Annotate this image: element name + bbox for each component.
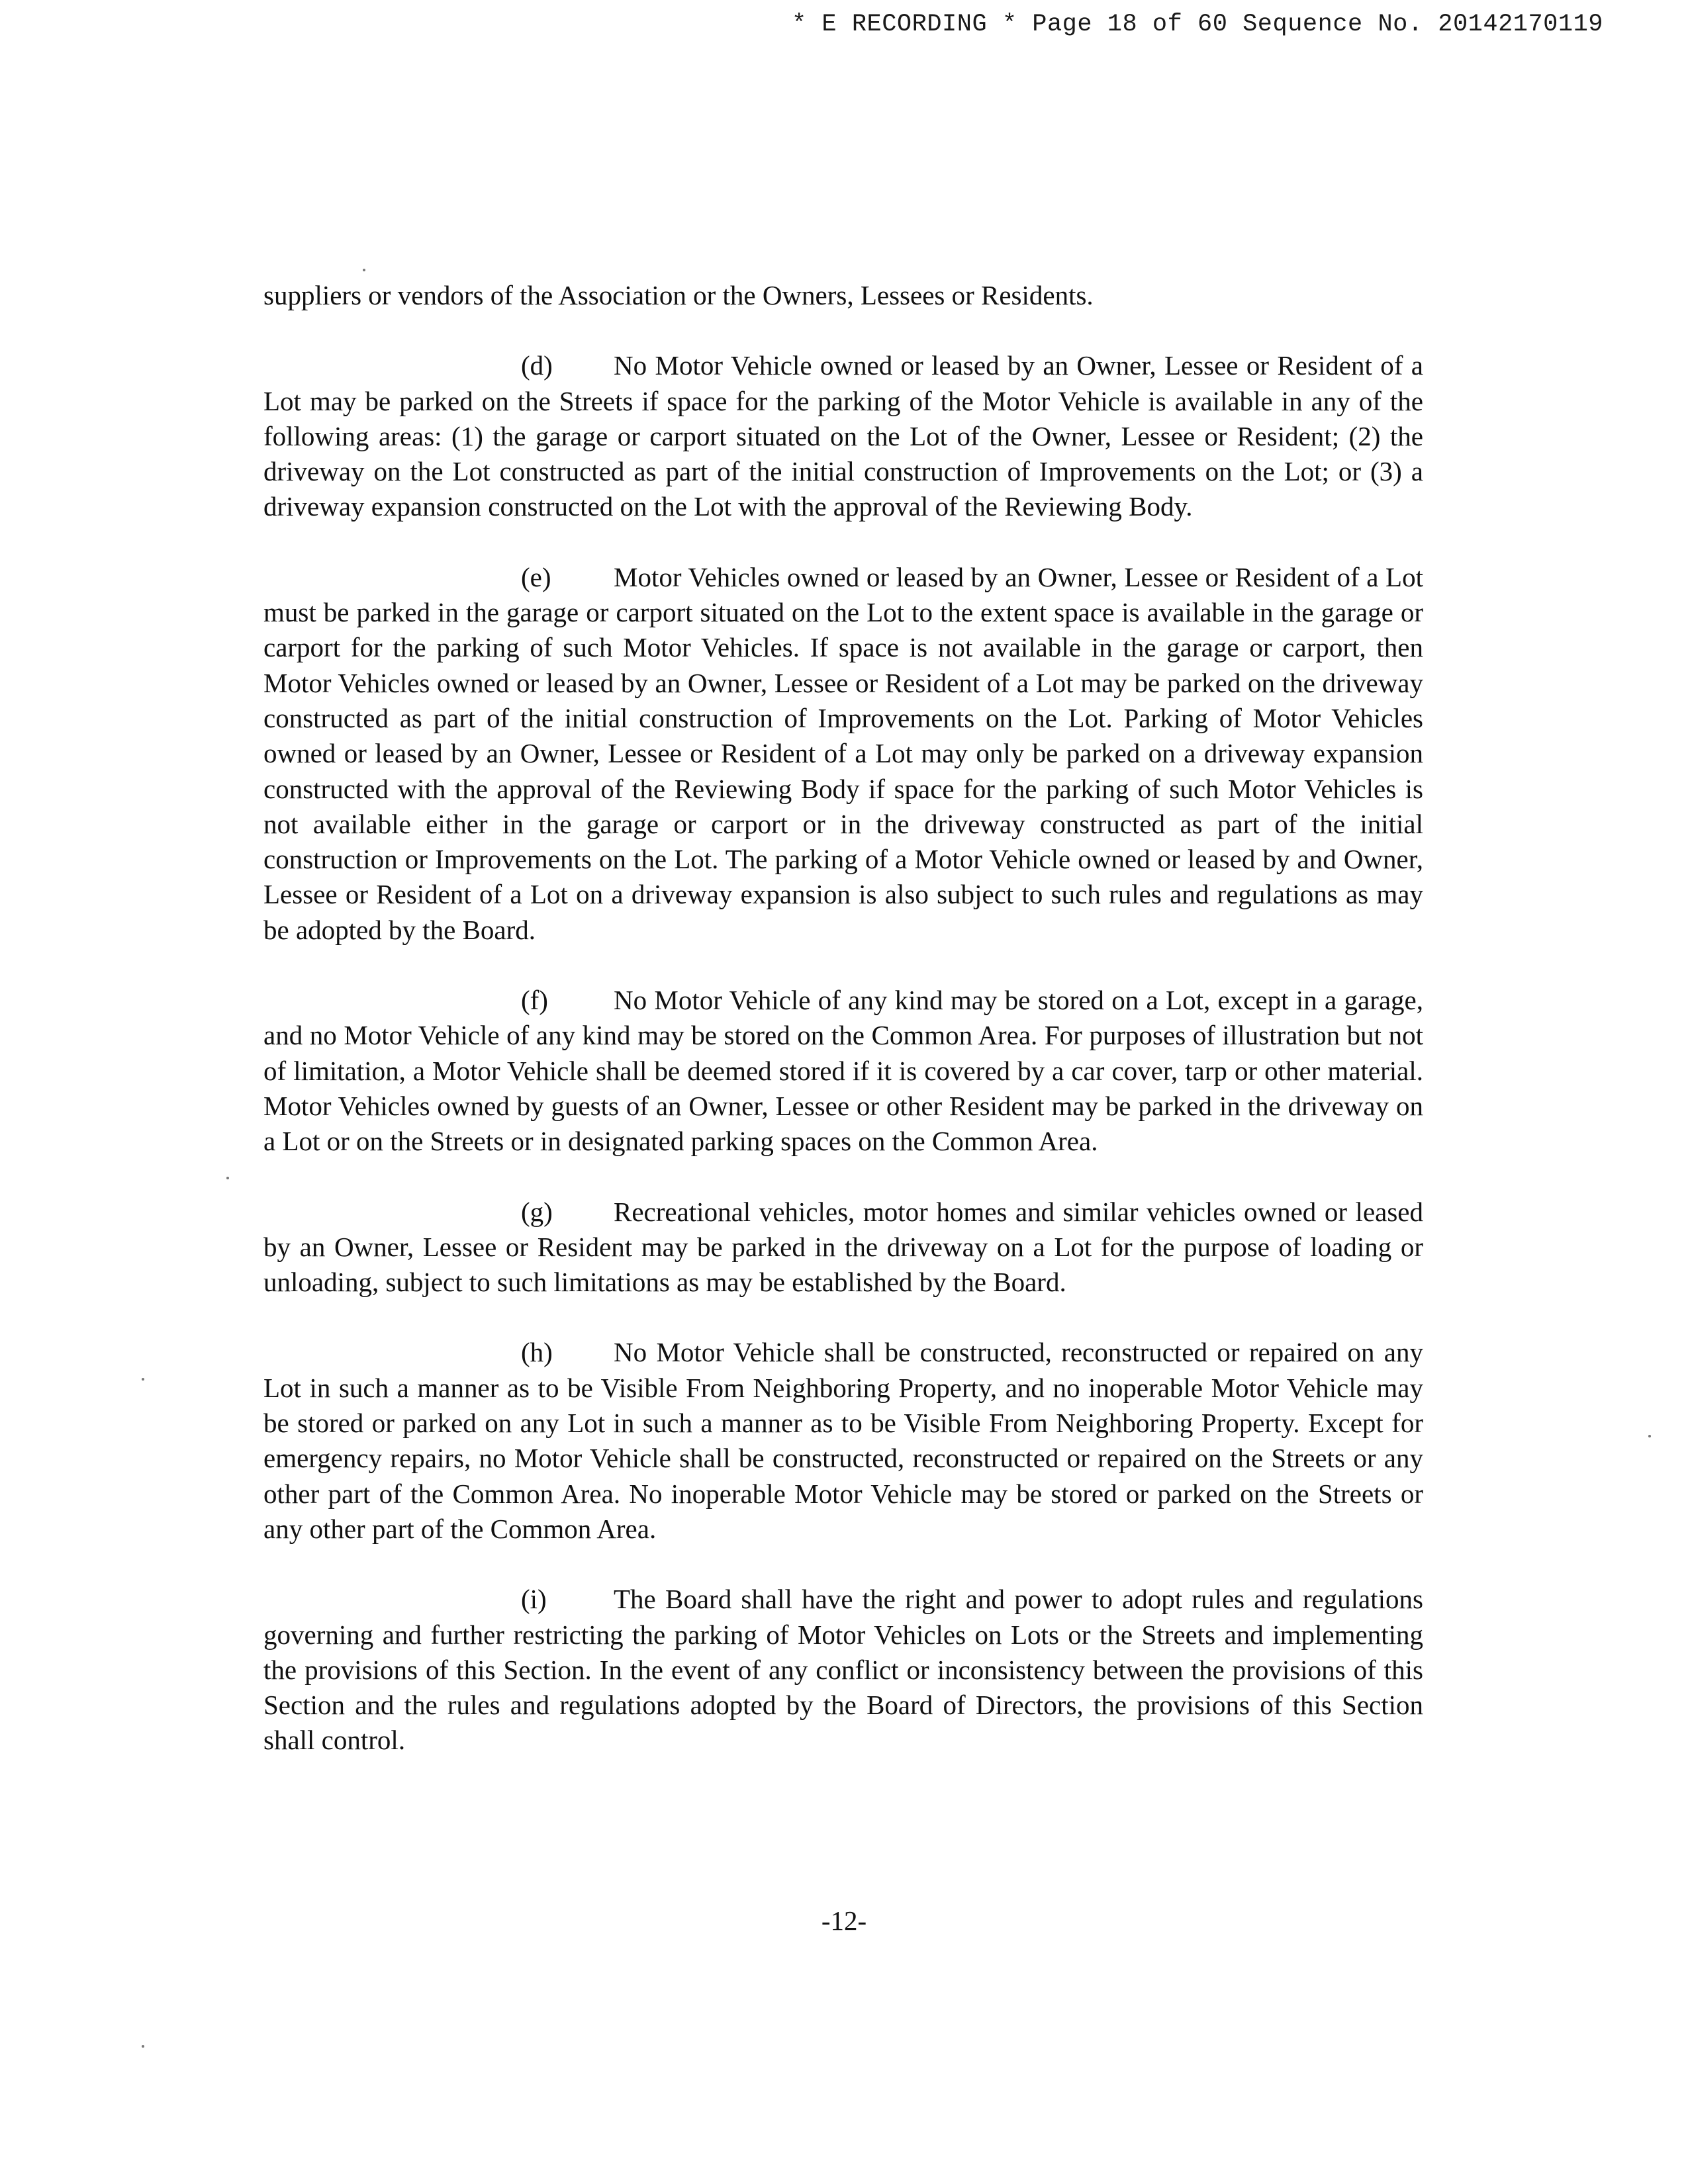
continuation-paragraph: suppliers or vendors of the Association or the Owners, Lessees or Residents.	[263, 280, 1094, 310]
page-number: -12-	[821, 1905, 867, 1936]
document-body	[263, 278, 1423, 1758]
paragraph-d	[263, 348, 1423, 524]
paragraph-text: No Motor Vehicle owned or leased by an Owner, Lessee or Resident of a Lot may be parked on the Streets if space for the parking of the Motor Vehicle is available in any of the following areas: (1) the garage or carport situated on the Lot of the Owner, Lessee or Resident; (2) the driveway on the Lot constructed as part of the initial construction of Improvements on the Lot; or (3) a driveway expansion constructed on the Lot with the approval of the Reviewing Body.	[263, 350, 1423, 522]
paragraph-marker: (g)	[521, 1196, 553, 1227]
scan-speck	[363, 269, 365, 271]
paragraph-marker: (f)	[521, 985, 548, 1016]
scan-speck	[226, 1177, 229, 1179]
paragraph-marker: (e)	[521, 561, 551, 592]
scan-speck	[142, 2045, 144, 2048]
paragraph-e	[263, 560, 1423, 948]
paragraph-text: The Board shall have the right and power to adopt rules and regulations governing and further restricting the parking of Motor Vehicles on Lots or the Streets and implementing the provisions of this Section. In the event of any conflict or inconsistency between the provisions of this Section and the rules and regulations adopted by the Board of Directors, the provisions of this Section shall control.	[263, 1584, 1423, 1756]
paragraph-text: No Motor Vehicle shall be constructed, reconstructed or repaired on any Lot in such a manner as to be Visible From Neighboring Property, and no inoperable Motor Vehicle may be stored or parked on any Lot in such a manner as to be Visible From Neighboring Property. Except for emergency repairs, no Motor Vehicle shall be constructed, reconstructed or repaired on the Streets or any other part of the Common Area. No inoperable Motor Vehicle may be stored or parked on the Streets or any other part of the Common Area.	[263, 1337, 1423, 1544]
paragraph-text: Recreational vehicles, motor homes and similar vehicles owned or leased by an Owner, Lessee or Resident may be parked in the driveway on a Lot for the purpose of loading or unloading, subject to such limitations as may be established by the Board.	[263, 1196, 1423, 1298]
paragraph-marker: (d)	[521, 350, 553, 381]
paragraph-marker: (h)	[521, 1337, 553, 1368]
paragraph-marker: (i)	[521, 1584, 547, 1615]
paragraph-h	[263, 1335, 1423, 1547]
paragraph-i	[263, 1582, 1423, 1758]
scan-speck	[142, 1378, 144, 1381]
scan-speck	[1648, 1435, 1651, 1437]
paragraph-text: Motor Vehicles owned or leased by an Owner, Lessee or Resident of a Lot must be parked in the garage or carport situated on the Lot to the extent space is available in the garage or carport for the parking of such Motor Vehicles. If space is not available in the garage or carport, then Motor Vehicles owned or leased by an Owner, Lessee or Resident of a Lot may be parked on the driveway constructed as part of the initial construction of Improvements on the Lot. Parking of Motor Vehicles owned or leased by an Owner, Lessee or Resident of a Lot may only be parked on a driveway expansion constructed with the approval of the Reviewing Body if space for the parking of such Motor Vehicles is not available either in the garage or carport or in the driveway constructed as part of the initial construction or Improvements on the Lot. The parking of a Motor Vehicle owned or leased by and Owner, Lessee or Resident of a Lot on a driveway expansion is also subject to such rules and regulations as may be adopted by the Board.	[263, 561, 1423, 945]
paragraph-text: No Motor Vehicle of any kind may be stored on a Lot, except in a garage, and no Motor Vehicle of any kind may be stored on the Common Area. For purposes of illustration but not of limitation, a Motor Vehicle shall be deemed stored if it is covered by a car cover, tarp or other material. Motor Vehicles owned by guests of an Owner, Lessee or other Resident may be parked in the driveway on a Lot or on the Streets or in designated parking spaces on the Common Area.	[263, 985, 1423, 1157]
paragraph-f	[263, 983, 1423, 1159]
paragraph-g	[263, 1195, 1423, 1300]
recording-stamp-header: * E RECORDING * Page 18 of 60 Sequence No. 20142170119	[792, 11, 1603, 38]
